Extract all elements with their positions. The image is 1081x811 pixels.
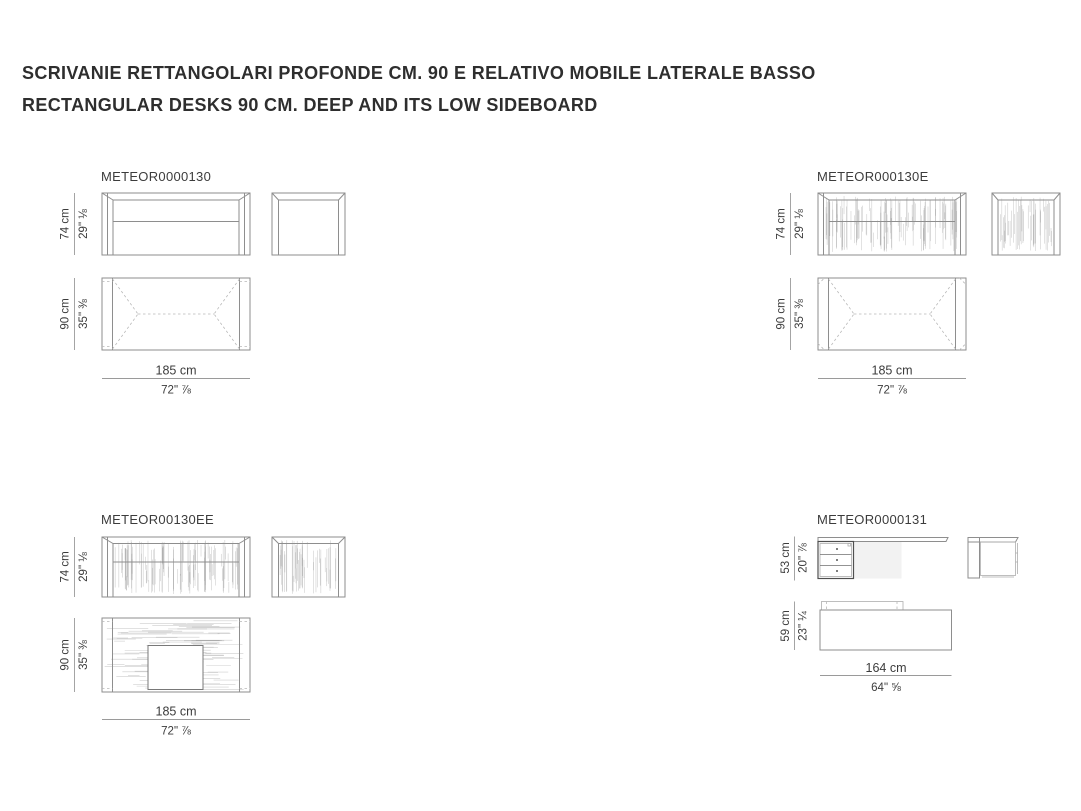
- width-in-label: 72" ⅞: [161, 384, 191, 397]
- height-cm-label: 74 cm: [59, 208, 72, 240]
- width-in-label: 72" ⅞: [877, 384, 907, 397]
- drawer-unit-top: [822, 602, 904, 611]
- height-dimension: [780, 537, 810, 581]
- product-drawing-meteor00130ee: [60, 512, 345, 738]
- drawer-handle: [836, 559, 838, 561]
- width-cm-label: 164 cm: [865, 661, 907, 675]
- desk-top-slab: [968, 538, 1018, 543]
- wood-grain-texture: [1001, 197, 1052, 251]
- depth-cm-label: 90 cm: [59, 639, 72, 671]
- width-dimension: [820, 661, 952, 694]
- desk-side-view: [992, 193, 1060, 255]
- desk-front-view: [818, 193, 966, 255]
- height-in-label: 29" ⅛: [78, 552, 91, 582]
- width-cm-label: 185 cm: [155, 363, 197, 378]
- depth-cm-label: 90 cm: [775, 298, 788, 330]
- width-in-label: 72" ⅞: [161, 725, 191, 738]
- desk-top-view: [102, 618, 250, 692]
- sideboard-side-view: [968, 538, 1018, 579]
- drawer-handle: [836, 548, 838, 550]
- desk-blotter-pad: [148, 646, 203, 690]
- wood-grain-texture: [280, 540, 336, 594]
- height-cm-label: 74 cm: [775, 208, 788, 240]
- product-code: METEOR00130EE: [101, 512, 215, 527]
- height-dimension: [60, 537, 91, 597]
- desk-front-view: [102, 193, 250, 255]
- width-in-label: 64" ⅝: [871, 682, 901, 694]
- product-code: METEOR0000130: [101, 169, 212, 184]
- sideboard-front-view: [818, 538, 948, 579]
- product-drawing-meteor0000130: [60, 169, 345, 397]
- width-dimension: [102, 364, 250, 397]
- height-in-label: 29" ⅛: [794, 209, 807, 239]
- height-cm-label: 74 cm: [59, 551, 72, 583]
- width-dimension: [818, 364, 966, 397]
- depth-dimension: [780, 602, 810, 651]
- product-code: METEOR000130E: [817, 169, 929, 184]
- desk-top-view: [818, 278, 966, 350]
- depth-cm-label: 90 cm: [59, 298, 72, 330]
- desk-front-view: [102, 537, 250, 597]
- desk-top-view: [102, 278, 250, 350]
- sideboard-top-view: [820, 602, 952, 651]
- depth-in-label: 35" ⅜: [78, 299, 91, 329]
- lock-detail: [848, 544, 851, 547]
- product-code: METEOR0000131: [817, 512, 928, 527]
- desk-side-view: [272, 537, 345, 597]
- height-dimension: [60, 193, 91, 255]
- height-in-label: 29" ⅛: [78, 209, 91, 239]
- height-in-label: 20" ⅞: [797, 543, 810, 573]
- width-dimension: [102, 705, 250, 738]
- desk-side-view: [272, 193, 345, 255]
- title-line-italian: SCRIVANIE RETTANGOLARI PROFONDE CM. 90 E RELATIVO MOBILE LATERALE BASSO: [22, 63, 816, 83]
- width-cm-label: 185 cm: [871, 363, 913, 378]
- width-cm-label: 185 cm: [155, 704, 197, 719]
- depth-dimension: [60, 618, 91, 692]
- product-drawing-meteor000130e: [776, 169, 1060, 397]
- shaded-back-panel: [854, 542, 902, 579]
- wood-grain-texture: [826, 196, 957, 252]
- depth-in-label: 35" ⅜: [78, 640, 91, 670]
- drawer-unit: [818, 542, 854, 579]
- title-line-english: RECTANGULAR DESKS 90 CM. DEEP AND ITS LOW SIDEBOARD: [22, 95, 598, 115]
- depth-dimension: [776, 278, 807, 350]
- depth-cm-label: 59 cm: [780, 610, 793, 642]
- height-dimension: [776, 193, 807, 255]
- product-drawing-meteor0000131: [780, 512, 1018, 694]
- depth-in-label: 23" ¼: [797, 611, 810, 641]
- height-cm-label: 53 cm: [780, 542, 793, 574]
- wood-grain-texture: [115, 540, 237, 594]
- depth-in-label: 35" ⅜: [794, 299, 807, 329]
- depth-dimension: [60, 278, 91, 350]
- drawer-handle: [836, 570, 838, 572]
